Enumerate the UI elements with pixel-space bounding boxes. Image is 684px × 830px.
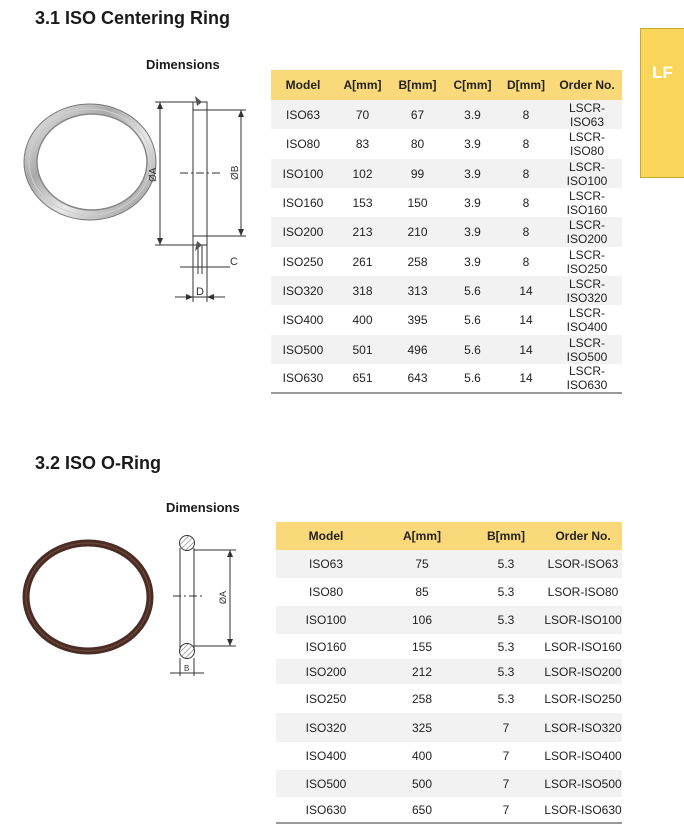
table-cell: 14 [500, 335, 552, 364]
drawing-label-a: ØA [218, 590, 228, 604]
table-cell: 70 [335, 100, 390, 129]
table-row [271, 188, 622, 217]
centering-ring-photo [18, 98, 163, 224]
table-cell: 3.9 [445, 100, 500, 129]
table-cell: LSCR-ISO320 [552, 276, 622, 305]
table-cell: 5.3 [468, 578, 544, 606]
table-cell: 400 [376, 742, 468, 770]
table-row [276, 742, 622, 770]
table-cell: LSCR-ISO80 [552, 129, 622, 159]
table-cell: 7 [468, 770, 544, 797]
column-header: A[mm] [335, 70, 390, 100]
table-cell: ISO200 [276, 659, 376, 684]
table-cell: 75 [376, 550, 468, 578]
table-header-row [276, 522, 622, 550]
table-cell: 106 [376, 606, 468, 634]
table-cell: ISO250 [276, 684, 376, 713]
table-cell: LSOR-ISO200 [544, 659, 622, 684]
table-cell: 212 [376, 659, 468, 684]
table-cell: 85 [376, 578, 468, 606]
table-cell: 8 [500, 247, 552, 276]
table-cell: 8 [500, 159, 552, 188]
table-cell: 3.9 [445, 159, 500, 188]
dimensions-label: Dimensions [166, 500, 240, 515]
column-header: D[mm] [500, 70, 552, 100]
table-cell: 5.6 [445, 335, 500, 364]
table-cell: ISO400 [276, 742, 376, 770]
table-row [271, 305, 622, 335]
table-cell: ISO400 [271, 305, 335, 335]
table-cell: 643 [390, 364, 445, 393]
table-cell: LSOR-ISO63 [544, 550, 622, 578]
table-cell: 102 [335, 159, 390, 188]
column-header: A[mm] [376, 522, 468, 550]
table-cell: 8 [500, 188, 552, 217]
column-header: Order No. [552, 70, 622, 100]
table-cell: 8 [500, 129, 552, 159]
section-tab [640, 28, 684, 178]
table-cell: LSCR-ISO630 [552, 364, 622, 393]
table-cell: LSCR-ISO160 [552, 188, 622, 217]
column-header: B[mm] [468, 522, 544, 550]
table-cell: 5.3 [468, 659, 544, 684]
table-row [276, 578, 622, 606]
table-cell: ISO250 [271, 247, 335, 276]
table-row [276, 713, 622, 742]
table-cell: ISO160 [276, 634, 376, 659]
table-cell: 5.3 [468, 606, 544, 634]
table-cell: 5.6 [445, 276, 500, 305]
table-cell: 650 [376, 797, 468, 823]
table-cell: LSOR-ISO160 [544, 634, 622, 659]
table-cell: 213 [335, 217, 390, 247]
table-cell: 5.6 [445, 305, 500, 335]
table-cell: LSOR-ISO500 [544, 770, 622, 797]
table-cell: 210 [390, 217, 445, 247]
table-cell: ISO100 [276, 606, 376, 634]
table-row [271, 217, 622, 247]
table-row [276, 770, 622, 797]
section-heading-o-ring: 3.2 ISO O-Ring [35, 453, 162, 473]
table-cell: ISO100 [271, 159, 335, 188]
section-heading-centering-ring: 3.1 ISO Centering Ring [35, 8, 231, 28]
table-cell: 155 [376, 634, 468, 659]
table-cell: 99 [390, 159, 445, 188]
table-cell: 5.3 [468, 634, 544, 659]
table-cell: 8 [500, 217, 552, 247]
table-row [271, 159, 622, 188]
dimensions-label: Dimensions [146, 57, 220, 72]
table-cell: ISO160 [271, 188, 335, 217]
table-cell: 3.9 [445, 217, 500, 247]
column-header: Model [271, 70, 335, 100]
table-cell: ISO320 [276, 713, 376, 742]
table-cell: LSOR-ISO100 [544, 606, 622, 634]
table-cell: 150 [390, 188, 445, 217]
table-cell: 258 [376, 684, 468, 713]
table-cell: LSOR-ISO320 [544, 713, 622, 742]
table-cell: 14 [500, 276, 552, 305]
table-cell: LSCR-ISO250 [552, 247, 622, 276]
table-cell: ISO500 [271, 335, 335, 364]
table-row [271, 129, 622, 159]
o-ring-drawing [168, 528, 248, 680]
table-cell: ISO630 [271, 364, 335, 393]
table-cell: 153 [335, 188, 390, 217]
table-cell: 496 [390, 335, 445, 364]
table-cell: 8 [500, 100, 552, 129]
table-row [276, 550, 622, 578]
table-cell: 651 [335, 364, 390, 393]
table-cell: 67 [390, 100, 445, 129]
drawing-label-c: C [230, 256, 238, 268]
table-cell: 14 [500, 364, 552, 393]
table-row [276, 797, 622, 823]
table-cell: LSCR-ISO400 [552, 305, 622, 335]
table-cell: 501 [335, 335, 390, 364]
table-cell: 7 [468, 713, 544, 742]
table-row [276, 634, 622, 659]
table-cell: LSCR-ISO100 [552, 159, 622, 188]
table-cell: ISO80 [276, 578, 376, 606]
table-cell: ISO63 [271, 100, 335, 129]
table-cell: 5.6 [445, 364, 500, 393]
drawing-label-d: D [196, 286, 204, 298]
o-ring-photo [20, 538, 156, 656]
drawing-label-b: ØB [230, 165, 241, 180]
table-row [271, 364, 622, 393]
table-cell: 313 [390, 276, 445, 305]
column-header: Model [276, 522, 376, 550]
table-cell: 5.3 [468, 684, 544, 713]
table-cell: ISO80 [271, 129, 335, 159]
table-row [271, 100, 622, 129]
table-cell: 325 [376, 713, 468, 742]
table-cell: ISO630 [276, 797, 376, 823]
table-cell: 3.9 [445, 247, 500, 276]
table-cell: 5.3 [468, 550, 544, 578]
table-row [276, 659, 622, 684]
centering-ring-drawing [150, 92, 250, 302]
table-row [276, 684, 622, 713]
table-cell: 80 [390, 129, 445, 159]
table-cell: LSOR-ISO400 [544, 742, 622, 770]
table-cell: ISO500 [276, 770, 376, 797]
table-cell: LSCR-ISO200 [552, 217, 622, 247]
table-cell: 400 [335, 305, 390, 335]
table-cell: 258 [390, 247, 445, 276]
table-row [271, 335, 622, 364]
drawing-label-a: ØA [148, 167, 159, 182]
section-tab-label: LF [652, 63, 673, 82]
column-header: B[mm] [390, 70, 445, 100]
table-cell: 395 [390, 305, 445, 335]
table-cell: 3.9 [445, 188, 500, 217]
drawing-label-b: B [184, 664, 190, 673]
table-row [271, 247, 622, 276]
table-cell: 14 [500, 305, 552, 335]
table-cell: 318 [335, 276, 390, 305]
table-cell: 83 [335, 129, 390, 159]
table-cell: ISO63 [276, 550, 376, 578]
table-cell: 7 [468, 742, 544, 770]
table-cell: LSOR-ISO250 [544, 684, 622, 713]
table-header-row [271, 70, 622, 100]
table-cell: 3.9 [445, 129, 500, 159]
table-cell: 7 [468, 797, 544, 823]
table-cell: LSOR-ISO630 [544, 797, 622, 823]
table-cell: ISO320 [271, 276, 335, 305]
table-cell: 500 [376, 770, 468, 797]
table-row [271, 276, 622, 305]
column-header: C[mm] [445, 70, 500, 100]
column-header: Order No. [544, 522, 622, 550]
centering-ring-table [271, 70, 622, 394]
table-row [276, 606, 622, 634]
table-cell: LSOR-ISO80 [544, 578, 622, 606]
table-cell: 261 [335, 247, 390, 276]
table-cell: LSCR-ISO500 [552, 335, 622, 364]
table-cell: ISO200 [271, 217, 335, 247]
o-ring-table [276, 522, 622, 824]
table-cell: LSCR-ISO63 [552, 100, 622, 129]
